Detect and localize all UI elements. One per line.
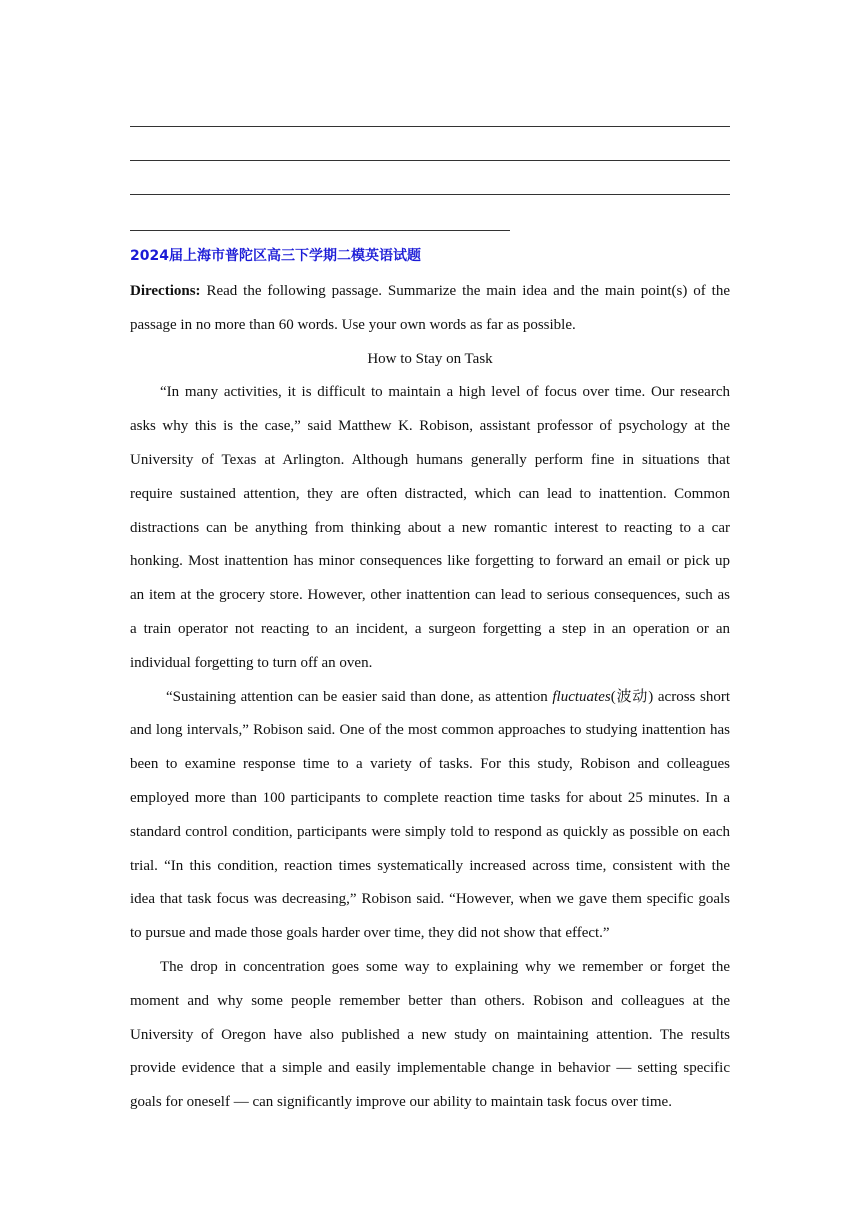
paragraph-line: University of Oregon have also published a new study on maintaining attention. The results xyxy=(130,1026,730,1043)
paragraph-line: “In many activities, it is difficult to maintain a high level of focus over time. Our research xyxy=(160,384,730,401)
paragraph-line: distractions can be anything from thinking about a new romantic interest to reacting to a car xyxy=(130,519,730,536)
paragraph-line: an item at the grocery store. However, other inattention can lead to serious consequences, such as xyxy=(130,587,730,604)
paragraph-line: employed more than 100 participants to complete reaction time tasks for about 25 minutes. In a xyxy=(130,789,730,806)
paragraph-line: moment and why some people remember better than others. Robison and colleagues at the xyxy=(130,992,730,1009)
paragraph-line: require sustained attention, they are often distracted, which can lead to inattention. Common xyxy=(130,485,730,502)
paragraph-line xyxy=(130,681,730,715)
directions xyxy=(130,275,730,343)
paragraph-3 xyxy=(130,951,730,1120)
directions-line: passage in no more than 60 words. Use your own words as far as possible. xyxy=(130,316,576,333)
paragraph-text: “Sustaining attention can be easier said than done, as attention xyxy=(166,688,553,705)
directions-label: Directions: xyxy=(130,283,201,299)
paragraph-line: The drop in concentration goes some way to explaining why we remember or forget the xyxy=(160,958,730,975)
paragraph-line: a train operator not reacting to an incident, a surgeon forgetting a step in an operation or an xyxy=(130,620,730,637)
passage-title: How to Stay on Task xyxy=(367,350,493,367)
glossed-term: fluctuates xyxy=(552,688,611,705)
paragraph-line: trial. “In this condition, reaction times systematically increased across time, consistent with the xyxy=(130,857,730,874)
paragraph-text: (波动) across short xyxy=(610,688,730,705)
answer-line xyxy=(130,160,730,161)
directions-text: Read the following passage. Summarize the main idea and the main point(s) of the xyxy=(200,283,730,299)
answer-line xyxy=(130,230,510,231)
document-body xyxy=(130,275,730,1120)
paragraph-line: idea that task focus was decreasing,” Robison said. “However, when we gave them specific goals xyxy=(130,891,730,908)
paragraph-line: provide evidence that a simple and easily implementable change in behavior — setting specific xyxy=(130,1060,730,1077)
paragraph-line: asks why this is the case,” said Matthew K. Robison, assistant professor of psychology at the xyxy=(130,418,730,435)
paragraph-2 xyxy=(130,681,730,951)
directions-line xyxy=(130,275,730,309)
paragraph-line: honking. Most inattention has minor consequences like forgetting to forward an email or pick up xyxy=(130,553,730,570)
document-title: 2024届上海市普陀区高三下学期二模英语试题 xyxy=(130,248,421,264)
paragraph-line: goals for oneself — can significantly improve our ability to maintain task focus over time. xyxy=(130,1094,672,1111)
paragraph-line: standard control condition, participants were simply told to respond as quickly as possible on each xyxy=(130,823,730,840)
paragraph-line: and long intervals,” Robison said. One of the most common approaches to studying inattention has xyxy=(130,722,730,739)
paragraph-line: individual forgetting to turn off an oven. xyxy=(130,654,373,671)
paragraph-line: University of Texas at Arlington. Although humans generally perform fine in situations that xyxy=(130,451,730,468)
paragraph-line: to pursue and made those goals harder over time, they did not show that effect.” xyxy=(130,925,610,942)
answer-line xyxy=(130,194,730,195)
answer-line xyxy=(130,126,730,127)
paragraph-1 xyxy=(130,376,730,680)
paragraph-line: been to examine response time to a variety of tasks. For this study, Robison and colleagues xyxy=(130,756,730,773)
